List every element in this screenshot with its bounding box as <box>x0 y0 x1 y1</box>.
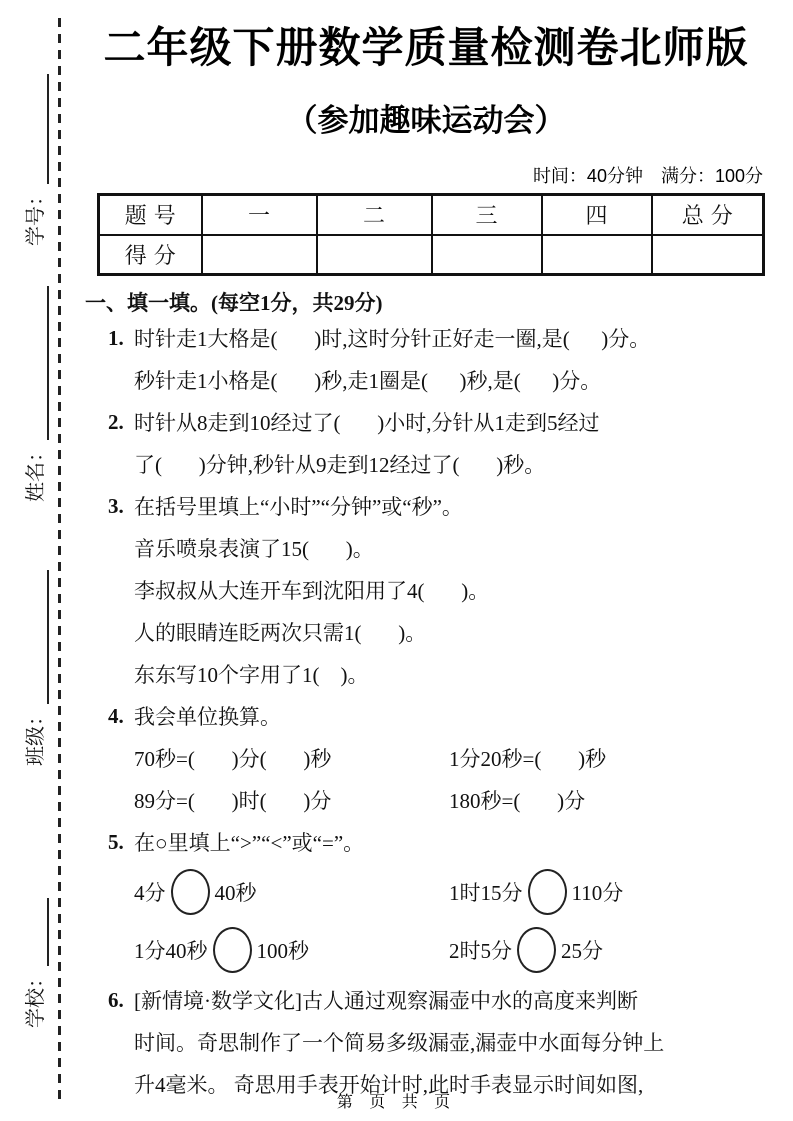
question-1-line-1 <box>85 317 767 359</box>
comparison-left-value: 2时5分 <box>449 939 512 964</box>
name-blank-line <box>25 286 49 440</box>
question-3-item-4-text: 东东写10个字用了1( )。 <box>134 663 369 688</box>
score-table-cell-part1: 一 <box>202 195 317 235</box>
paper-subtitle: （参加趣味运动会） <box>286 103 566 139</box>
score-table-cell-score-label: 得分 <box>99 235 202 275</box>
question-4-text: 我会单位换算。 <box>134 705 281 730</box>
question-2-text-cont: 了( )分钟,秒针从9走到12经过了( )秒。 <box>134 453 546 478</box>
question-4-conversion-2: 1分20秒=( )秒 <box>449 747 607 772</box>
class-blank-line <box>25 570 49 704</box>
score-table-score-row <box>99 235 764 275</box>
question-2-text: 时针从8走到10经过了( )小时,分针从1走到5经过 <box>134 411 600 436</box>
section-one-heading: 一、填一填。(每空1分，共29分) <box>85 291 383 316</box>
paper-content <box>85 24 767 1105</box>
question-3-text: 在括号里填上“小时”“分钟”或“秒”。 <box>134 495 463 520</box>
comparison-right-value: 25分 <box>561 939 603 964</box>
score-table-cell-total-label: 总分 <box>652 195 764 235</box>
score-table-cell-part2: 二 <box>317 195 432 235</box>
comparison-circle <box>517 927 556 973</box>
score-table-cell-part3: 三 <box>432 195 542 235</box>
comparison-right-value: 110分 <box>571 881 624 906</box>
comparison-circle <box>528 869 567 915</box>
score-table-empty-cell <box>542 235 652 275</box>
school-field <box>22 898 49 1028</box>
score-table-empty-cell <box>202 235 317 275</box>
class-label: 班级： <box>25 706 47 766</box>
question-5-text: 在○里填上“>”“<”或“=”。 <box>134 831 365 856</box>
question-6-line-1 <box>85 979 767 1021</box>
question-6-text-cont: 时间。奇思制作了一个简易多级漏壶,漏壶中水面每分钟上 <box>134 1031 665 1056</box>
score-table-empty-cell <box>432 235 542 275</box>
question-6-line-2 <box>85 1021 767 1063</box>
score-table-empty-cell <box>652 235 764 275</box>
question-6-text: [新情境·数学文化]古人通过观察漏壶中水的高度来判断 <box>134 989 638 1014</box>
question-5-row-2 <box>85 921 767 979</box>
question-3-item-4 <box>85 653 767 695</box>
question-3-item-2-text: 李叔叔从大连开车到沈阳用了4( )。 <box>134 579 490 604</box>
comparison-left-value: 1时15分 <box>449 881 523 906</box>
student-id-field <box>22 74 49 246</box>
time-and-score-info: 时间：40分钟 满分：100分 <box>532 166 763 187</box>
comparison-circle <box>213 927 252 973</box>
question-4-line-1 <box>85 695 767 737</box>
question-1-text-cont: 秒针走1小格是( )秒,走1圈是( )秒,是( )分。 <box>134 369 602 394</box>
question-3-item-1-text: 音乐喷泉表演了15( )。 <box>134 537 374 562</box>
question-6-number: 6. <box>108 987 124 1012</box>
question-5-row-1 <box>85 863 767 921</box>
question-4-row-2 <box>85 779 767 821</box>
question-3-item-1 <box>85 527 767 569</box>
student-id-blank-line <box>25 74 49 184</box>
comparison-left-value: 4分 <box>134 881 166 906</box>
comparison-circle <box>171 869 210 915</box>
question-5-comparison-3 <box>134 927 449 973</box>
comparison-left-value: 1分40秒 <box>134 939 208 964</box>
name-label: 姓名： <box>25 442 47 502</box>
question-5-comparison-4 <box>449 927 603 973</box>
student-id-label: 学号： <box>25 186 47 246</box>
question-2-line-1 <box>85 401 767 443</box>
question-4-conversion-1: 70秒=( )分( )秒 <box>134 747 332 772</box>
paper-title: 二年级下册数学质量检测卷北师版 <box>103 24 749 71</box>
comparison-right-value: 100秒 <box>256 939 309 964</box>
question-5-comparison-2 <box>449 869 623 915</box>
page-footer: 第 页 共 页 <box>336 1094 457 1111</box>
question-3-item-3-text: 人的眼睛连眨两次只需1( )。 <box>134 621 427 646</box>
question-4-conversion-4: 180秒=( )分 <box>449 789 586 814</box>
school-label: 学校： <box>25 968 47 1028</box>
score-table-cell-question-label: 题号 <box>99 195 202 235</box>
score-table-cell-part4: 四 <box>542 195 652 235</box>
question-4-conversion-3: 89分=( )时( )分 <box>134 789 332 814</box>
question-2-number: 2. <box>108 409 124 434</box>
question-3-number: 3. <box>108 493 124 518</box>
question-4-number: 4. <box>108 703 124 728</box>
question-5-comparison-1 <box>134 869 449 915</box>
question-1-text: 时针走1大格是( )时,这时分针正好走一圈,是( )分。 <box>134 327 651 352</box>
school-blank-line <box>25 898 49 966</box>
comparison-right-value: 40秒 <box>214 881 257 906</box>
question-6-text-cont-2: 升4毫米。 奇思用手表开始计时,此时手表显示时间如图, <box>134 1073 644 1098</box>
question-1-line-2 <box>85 359 767 401</box>
question-3-item-3 <box>85 611 767 653</box>
score-table-header-row <box>99 195 764 235</box>
question-3-line-1 <box>85 485 767 527</box>
question-4-row-1 <box>85 737 767 779</box>
dashed-cut-line <box>58 18 61 1106</box>
question-1-number: 1. <box>108 325 124 350</box>
question-3-item-2 <box>85 569 767 611</box>
name-field <box>22 286 49 502</box>
score-table-empty-cell <box>317 235 432 275</box>
question-5-line-1 <box>85 821 767 863</box>
score-table <box>97 193 765 276</box>
class-field <box>22 570 49 766</box>
question-2-line-2 <box>85 443 767 485</box>
question-5-number: 5. <box>108 829 124 854</box>
